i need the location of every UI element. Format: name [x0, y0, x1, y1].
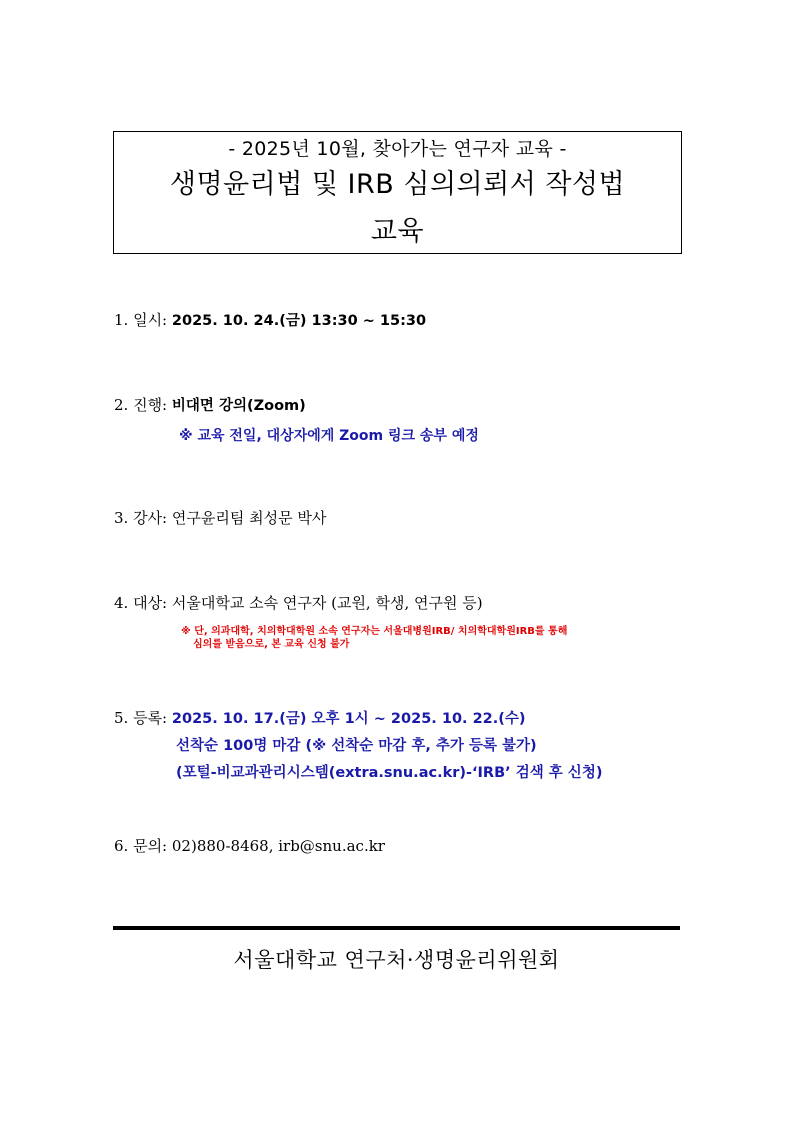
contact-label: 6. 문의: — [114, 837, 172, 855]
item-format — [114, 394, 306, 417]
registration-label: 5. 등록: — [114, 709, 172, 727]
registration-line3: (포털-비교과관리시스템(extra.snu.ac.kr)-‘IRB’ 검색 후 신청) — [176, 765, 603, 781]
title-subtitle: - 2025년 10월, 찾아가는 연구자 교육 - — [228, 138, 567, 160]
footer-organization: 서울대학교 연구처·생명윤리위원회 — [233, 948, 560, 972]
date-value: 2025. 10. 24.(금) 13:30 ~ 15:30 — [171, 313, 427, 329]
format-note: ※ 교육 전일, 대상자에게 Zoom 링크 송부 예정 — [179, 428, 479, 444]
contact-value: 02)880-8468, irb@snu.ac.kr — [171, 837, 385, 855]
audience-note-line2: 심의를 받음으로, 본 교육 신청 불가 — [193, 639, 350, 650]
registration-line2: 선착순 100명 마감 (※ 선착순 마감 후, 추가 등록 불가) — [176, 738, 537, 754]
format-value: 비대면 강의(Zoom) — [171, 398, 306, 414]
lecturer-value: 연구윤리팀 최성문 박사 — [171, 509, 327, 527]
item-registration — [114, 707, 526, 730]
title-main-line2: 교육 — [370, 216, 425, 247]
lecturer-label: 3. 강사: — [114, 509, 172, 527]
item-contact — [114, 835, 385, 857]
item-audience — [114, 592, 483, 614]
title-main-line1: 생명윤리법 및 IRB 심의의뢰서 작성법 — [169, 169, 626, 200]
item-lecturer — [114, 507, 326, 529]
date-label: 1. 일시: — [114, 311, 172, 329]
audience-note-line1: ※ 단, 의과대학, 치의학대학원 소속 연구자는 서울대병원IRB/ 치의학대학원IRB를 통해 — [181, 626, 568, 637]
format-label: 2. 진행: — [114, 396, 172, 414]
registration-line1: 2025. 10. 17.(금) 오후 1시 ~ 2025. 10. 22.(수) — [171, 711, 526, 727]
item-date — [114, 309, 426, 332]
footer-divider — [113, 926, 680, 930]
audience-label: 4. 대상: — [114, 594, 172, 612]
audience-value: 서울대학교 소속 연구자 (교원, 학생, 연구원 등) — [171, 594, 483, 612]
title-box — [113, 131, 682, 254]
